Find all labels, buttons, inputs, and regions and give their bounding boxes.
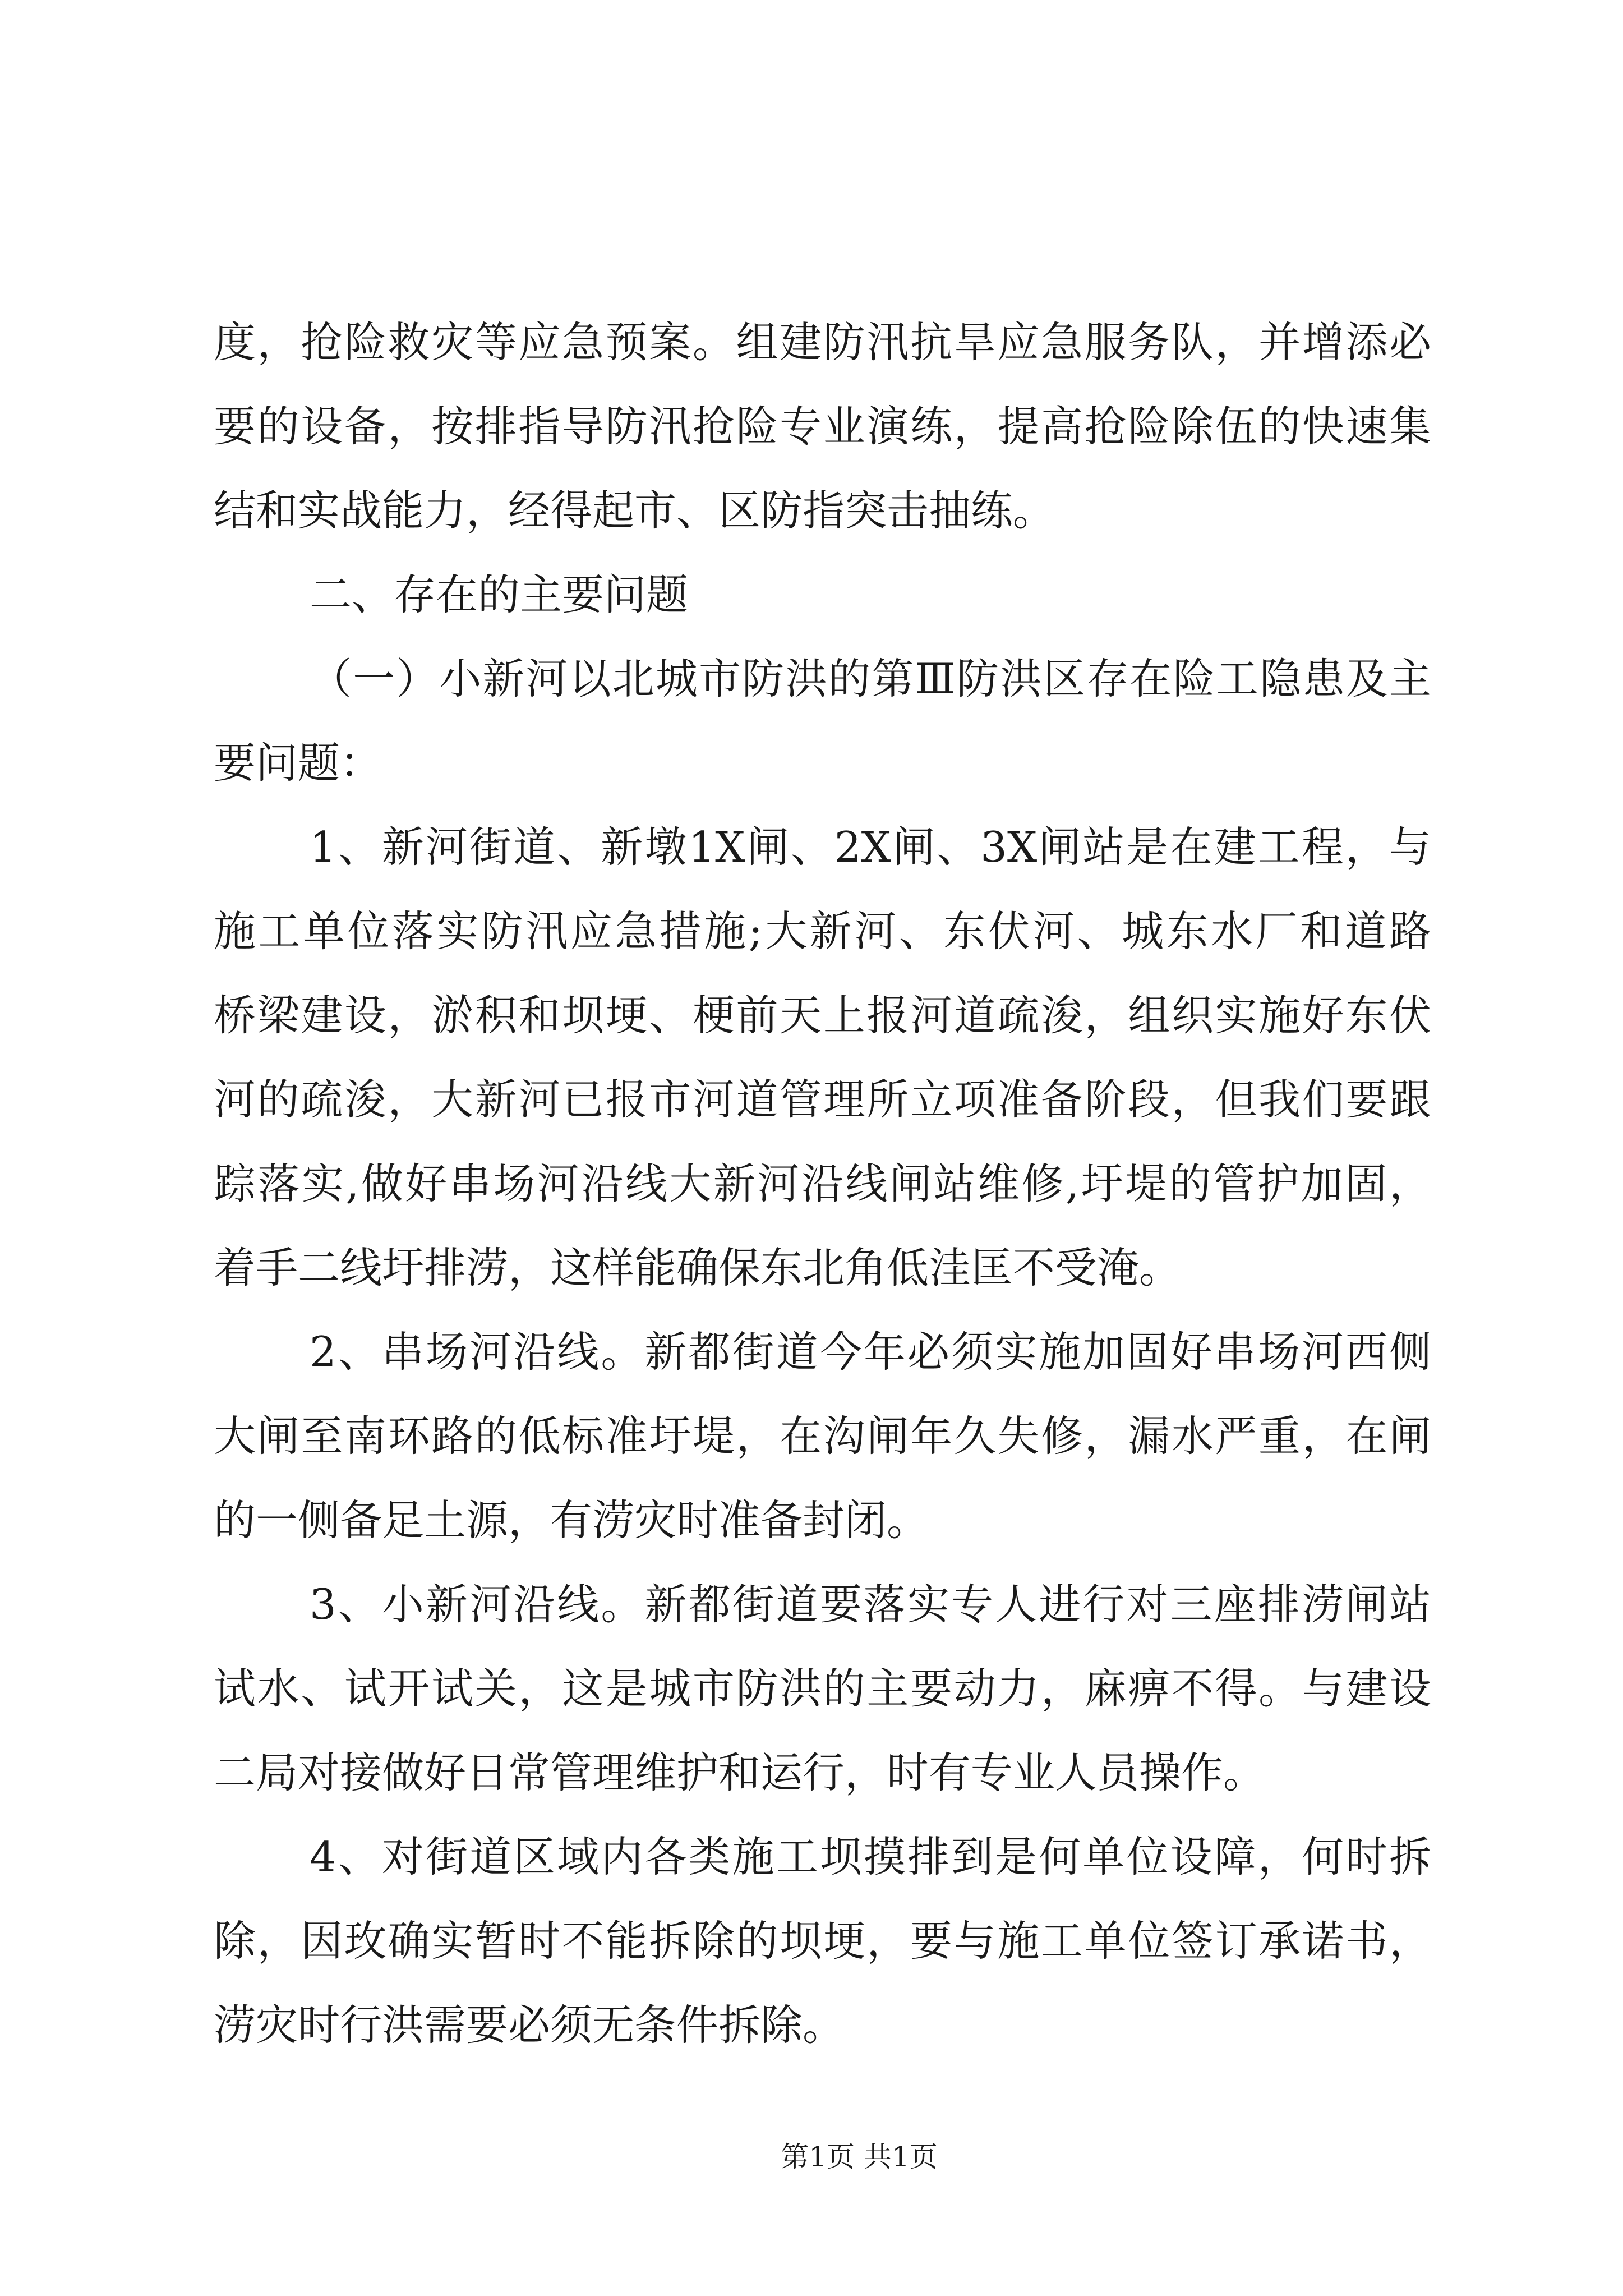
- text-line: 结和实战能力，经得起市、区防指突击抽练。: [214, 486, 1055, 535]
- text-line: （一）小新河以北城市防洪的第Ⅲ防洪区存在险工隐患及主: [310, 654, 1431, 703]
- paragraph: [214, 1815, 1431, 2067]
- text-line: 要的设备，按排指导防汛抢险专业演练，提高抢险除伍的快速集: [214, 402, 1431, 451]
- text-line: 要问题：: [214, 738, 382, 788]
- text-line: 3、小新河沿线。新都街道要落实专人进行对三座排涝闸站: [310, 1580, 1431, 1629]
- heading-text: 二、存在的主要问题: [310, 570, 689, 619]
- paragraph: [214, 300, 1431, 553]
- text-line: 二局对接做好日常管理维护和运行，时有专业人员操作。: [214, 1748, 1266, 1797]
- text-line: 踪落实,做好串场河沿线大新河沿线闸站维修,圩堤的管护加固，: [214, 1159, 1431, 1208]
- text-line: 度，抢险救灾等应急预案。组建防汛抗旱应急服务队，并增添必: [214, 318, 1431, 367]
- text-line: 的一侧备足土源，有涝灾时准备封闭。: [214, 1496, 929, 1545]
- text-line: 试水、试开试关，这是城市防洪的主要动力，麻痹不得。与建设: [214, 1664, 1431, 1713]
- text-line: 施工单位落实防汛应急措施;大新河、东伏河、城东水厂和道路: [214, 907, 1431, 956]
- paragraph: [214, 1562, 1431, 1815]
- section-heading: [214, 553, 1431, 637]
- text-line: 大闸至南环路的低标准圩堤，在沟闸年久失修，漏水严重，在闸: [214, 1411, 1431, 1461]
- document-body: [214, 300, 1431, 2067]
- text-line: 桥梁建设，淤积和坝埂、梗前天上报河道疏浚，组织实施好东伏: [214, 991, 1431, 1040]
- text-line: 河的疏浚，大新河已报市河道管理所立项准备阶段，但我们要跟: [214, 1075, 1431, 1124]
- text-line: 除，因玫确实暂时不能拆除的坝埂，要与施工单位签订承诺书，: [214, 1916, 1431, 1966]
- text-line: 涝灾时行洪需要必须无条件拆除。: [214, 2000, 845, 2050]
- text-line: 2、串场河沿线。新都街道今年必须实施加固好串场河西侧: [310, 1327, 1431, 1377]
- subsection-heading: [214, 637, 1431, 805]
- page-number-footer: 第1页 共1页: [781, 2141, 938, 2173]
- text-line: 着手二线圩排涝，这样能确保东北角低洼匡不受淹。: [214, 1243, 1182, 1292]
- text-line: 1、新河街道、新墩1X闸、2X闸、3X闸站是在建工程，与: [310, 822, 1431, 872]
- text-line: 4、对街道区域内各类施工坝摸排到是何单位设障，何时拆: [310, 1832, 1431, 1881]
- paragraph: [214, 1310, 1431, 1562]
- paragraph: [214, 805, 1431, 1310]
